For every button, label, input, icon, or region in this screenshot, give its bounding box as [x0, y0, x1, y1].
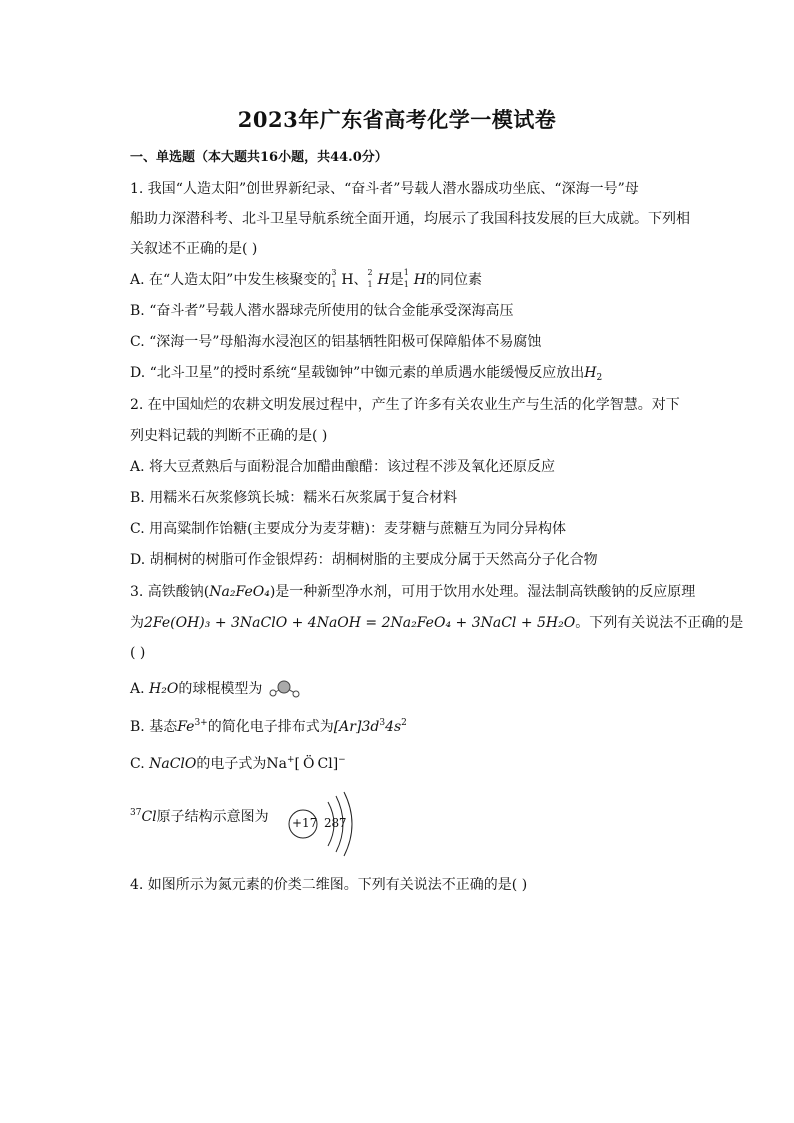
q3-stem-line3: ( )	[130, 645, 146, 661]
q1-option-a[interactable]: A. 在“人造太阳”中发生核聚变的 3 1 H、 2 1 H是 1 1 H的同位素	[130, 268, 482, 289]
q2-stem-line2: 列史料记载的判断不正确的是( )	[130, 428, 328, 444]
q1-option-b[interactable]: B. “奋斗者”号载人潜水器球壳所使用的钛合金能承受深海高压	[130, 303, 514, 319]
q1-stem-line1: 1. 我国“人造太阳”创世界新纪录、“奋斗者”号载人潜水器成功坐底、“深海一号”母	[130, 181, 639, 197]
nuclide-h2: 2 1	[367, 268, 373, 289]
section-header: 一、单选题（本大题共16小题，共44.0分）	[130, 150, 388, 165]
q3-stem-line2: 为2Fe(OH)₃ + 3NaClO + 4NaOH = 2Na₂FeO₄ + 3NaCl + 5H₂O。下列有关说法不正确的是	[130, 615, 744, 631]
q1-stem-line3: 关叙述不正确的是( )	[130, 241, 258, 257]
q1-option-d[interactable]: D. “北斗卫星”的授时系统“星载铷钟”中铷元素的单质遇水能缓慢反应放出$H_2$	[130, 365, 603, 383]
q4-stem: 4. 如图所示为氮元素的价类二维图。下列有关说法不正确的是( )	[130, 877, 528, 893]
nuclide-h1: 1 1	[403, 268, 409, 289]
q2-option-d[interactable]: D. 胡桐树的树脂可作金银焊药：胡桐树脂的主要成分属于天然高分子化合物	[130, 552, 598, 568]
q2-option-a[interactable]: A. 将大豆煮熟后与面粉混合加醋曲酿醋：该过程不涉及氧化还原反应	[130, 459, 556, 475]
q2-option-b[interactable]: B. 用糯米石灰浆修筑长城：糯米石灰浆属于复合材料	[130, 490, 458, 506]
q3-option-d[interactable]: $^{37}$Cl原子结构示意图为	[130, 808, 269, 825]
nucleus-charge: +17	[292, 816, 318, 830]
shell-electrons: 2 8 7	[324, 816, 345, 830]
q3-stem-line1: 3. 高铁酸钠(Na₂FeO₄)是一种新型净水剂，可用于饮用水处理。湿法制高铁酸钠的反应原理	[130, 584, 696, 600]
q1-option-c[interactable]: C. “深海一号”母船海水浸泡区的铝基牺牲阳极可保障船体不易腐蚀	[130, 334, 542, 350]
q1-stem-line2: 船助力深潜科考、北斗卫星导航系统全面开通，均展示了我国科技发展的巨大成就。下列相	[130, 211, 690, 227]
q3-option-b[interactable]: B. 基态$Fe^{3+}$的简化电子排布式为$[Ar]3d^34s^2$	[130, 718, 407, 735]
page-title: 2023年广东省高考化学一模试卷	[237, 107, 557, 132]
nuclide-h3: 3 1	[331, 268, 337, 289]
q3-option-a[interactable]: A. H₂O的球棍模型为	[130, 678, 301, 699]
q3-option-c[interactable]: C. NaClO的电子式为Na+[ Ö Cl]−	[130, 755, 346, 772]
q1-a-prefix: A. 在“人造太阳”中发生核聚变的	[130, 272, 332, 288]
q3-equation: 2Fe(OH)₃ + 3NaClO + 4NaOH = 2Na₂FeO₄ + 3NaCl + 5H₂O	[144, 615, 576, 631]
ball-stick-model-icon	[267, 679, 301, 699]
electron-formula: Na+[ Ö Cl]−	[266, 755, 346, 772]
atomic-structure-diagram	[288, 790, 368, 858]
q2-option-c[interactable]: C. 用高粱制作饴糖(主要成分为麦芽糖)：麦芽糖与蔗糖互为同分异构体	[130, 521, 567, 537]
q2-stem-line1: 2. 在中国灿烂的农耕文明发展过程中，产生了许多有关农业生产与生活的化学智慧。对下	[130, 397, 680, 413]
